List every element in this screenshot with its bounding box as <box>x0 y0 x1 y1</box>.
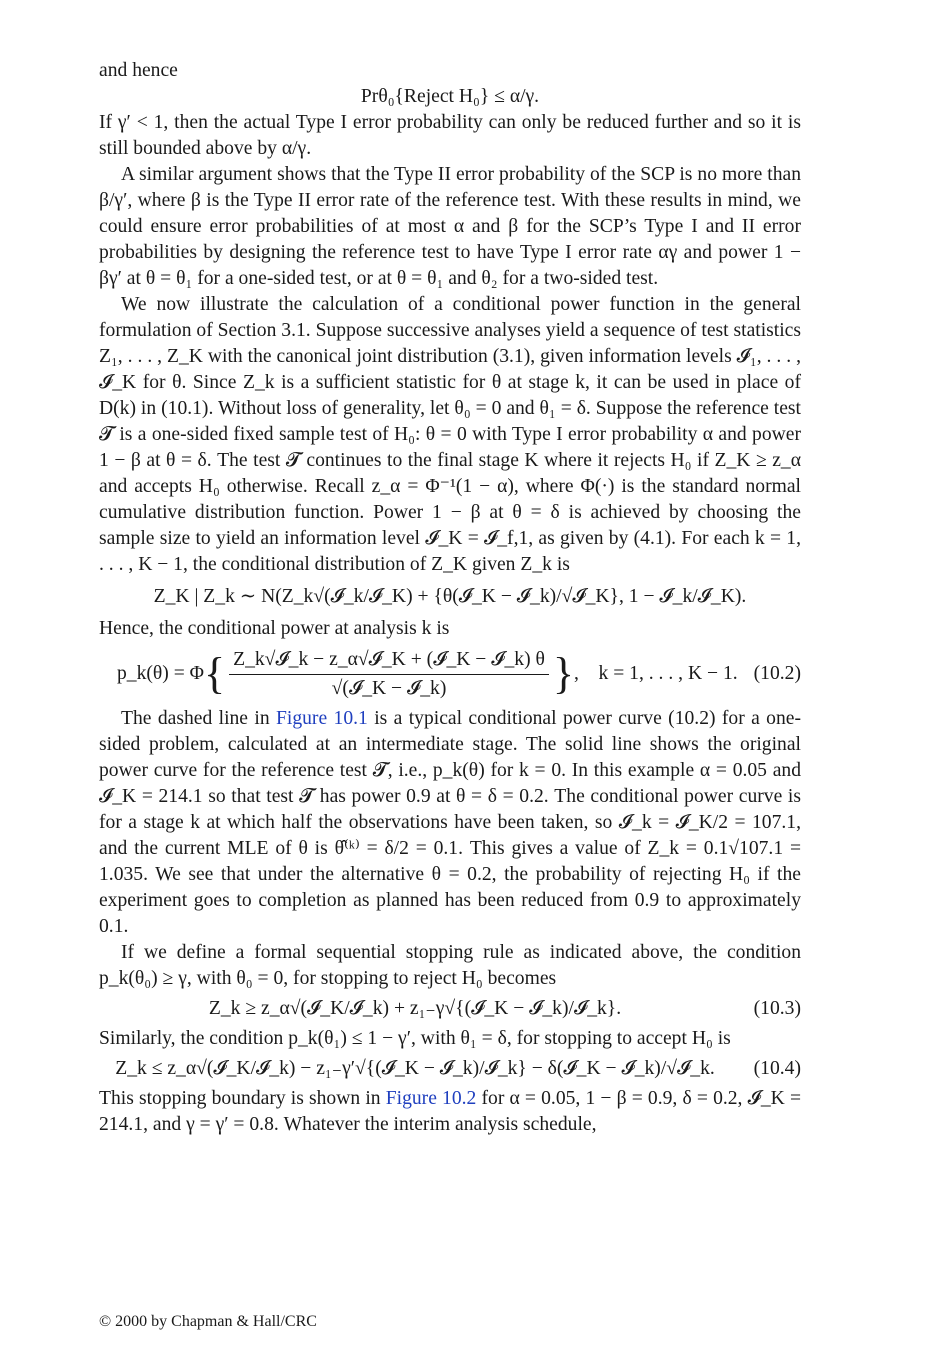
paragraph-accept-condition: Similarly, the condition p_k(θ₁) ≤ 1 − γ′, with θ₁ = δ, for stopping to accept H₀ is <box>99 1028 731 1049</box>
paragraph-figure-10-1-discussion <box>99 706 801 940</box>
equation-10-2-lhs: p_k(θ) = Φ <box>117 663 204 684</box>
paragraph-stopping-rule: If we define a formal sequential stopping rule as indicated above, the condition p_k(θ₀) ≥ γ, with θ₀ = 0, for stopping to reject H₀ becomes <box>99 942 801 989</box>
equation-conditional-distribution <box>99 584 801 610</box>
p6-rest: is a typical conditional power curve (10.2) for a one-sided problem, calculated at an intermediate stage. The solid line shows the original power curve for the reference test 𝓣, i.e., p_k(θ) for k = 0. In this example α = 0.05 and 𝓘_K = 214.1 so that test 𝓣 has power 0.9 at θ = δ = 0.2. The conditional power curve is for a stage k at which half the observations have been taken, so 𝓘_k = 𝓘_K/2 = 107.1, and the current MLE of θ is θ̂⁽ᵏ⁾ = δ/2 = 0.1. This gives a value of Z_k = 0.1√107.1 = 1.035. We see that under the alternative θ = 0.2, the probability of rejecting H₀ if the experiment goes to completion as planned has been reduced from 0.9 to approximately 0.1. <box>99 708 801 937</box>
equation-10-3-text: Z_k ≥ z_α√(𝓘_K/𝓘_k) + z₁₋γ√{(𝓘_K − 𝓘_k)/𝓘_k}. <box>208 998 622 1019</box>
equation-10-4 <box>99 1056 801 1082</box>
paragraph-and-hence: and hence <box>99 60 178 81</box>
equation-reject-h0-text: Prθ₀{Reject H₀} ≤ α/γ. <box>360 86 540 107</box>
paragraph-hence-conditional-power: Hence, the conditional power at analysis k is <box>99 618 450 639</box>
paragraph-figure-10-2-discussion <box>99 1086 801 1138</box>
equation-10-3-number: (10.3) <box>753 998 801 1019</box>
right-brace-glyph: } <box>552 649 575 698</box>
equation-10-4-number: (10.4) <box>753 1058 801 1079</box>
figure-10-1-link[interactable]: Figure 10.1 <box>276 708 368 729</box>
p6-lead: The dashed line in <box>121 708 276 729</box>
equation-10-2 <box>99 642 801 706</box>
equation-10-2-fraction <box>229 647 549 702</box>
copyright-footer: © 2000 by Chapman & Hall/CRC <box>99 1313 317 1330</box>
equation-10-2-range: , k = 1, . . . , K − 1. <box>574 663 738 684</box>
paragraph-type-ii-argument: A similar argument shows that the Type II error probability of the SCP is no more than β/γ′, where β is the Type II error rate of the reference test. With these results in mind, we could ensure error probabilities of at most α and β for the SCP’s Type I and II error probabilities by designing the reference test to have Type I error rate αγ and power 1 − βγ′ at θ = θ₁ for a one-sided test, or at θ = θ₁ and θ₂ for a two-sided test. <box>99 164 801 289</box>
page-content <box>99 58 801 1138</box>
p9-lead: This stopping boundary is shown in <box>99 1088 386 1109</box>
left-brace-glyph: { <box>204 649 226 698</box>
equation-10-2-denominator: √(𝓘_K − 𝓘_k) <box>331 677 447 699</box>
paragraph-conditional-power-setup: We now illustrate the calculation of a conditional power function in the general formulation of Section 3.1. Suppose successive analyses yield a sequence of test statistics Z₁, . . . , Z_K with the canonical joint distribution (3.1), given information levels 𝓘₁, . . . , 𝓘_K for θ. Since Z_k is a sufficient statistic for θ at stage k, it can be used in place of D(k) in (10.1). Without loss of generality, let θ₀ = 0 and θ₁ = δ. Suppose the reference test 𝓣 is a one-sided fixed sample test of H₀: θ = 0 with Type I error probability α and power 1 − β at θ = δ. The test 𝓣 continues to the final stage K where it rejects H₀ if Z_K ≥ z_α and accepts H₀ otherwise. Recall z_α = Φ⁻¹(1 − α), where Φ(·) is the standard normal cumulative distribution function. Power 1 − β at θ = δ is achieved by choosing the sample size to yield an information level 𝓘_K = 𝓘_f,1, as given by (4.1). For each k = 1, . . . , K − 1, the conditional distribution of Z_K given Z_k is <box>99 294 801 575</box>
equation-10-3 <box>99 996 801 1022</box>
p9-rest: for α = 0.05, 1 − β = 0.9, δ = 0.2, 𝓘_K = 214.1, and γ = γ′ = 0.8. Whatever the interim analysis schedule, <box>99 1088 802 1135</box>
equation-conditional-distribution-text: Z_K | Z_k ∼ N(Z_k√(𝓘_k/𝓘_K) + {θ(𝓘_K − 𝓘_k)/√𝓘_K}, 1 − 𝓘_k/𝓘_K). <box>153 586 747 607</box>
figure-10-2-link[interactable]: Figure 10.2 <box>385 1088 477 1109</box>
equation-10-2-numerator: Z_k√𝓘_k − z_α√𝓘_K + (𝓘_K − 𝓘_k) θ <box>229 647 549 675</box>
equation-reject-h0 <box>99 84 801 110</box>
paragraph-type-i-bound: If γ′ < 1, then the actual Type I error probability can only be reduced further and so it is still bounded above by α/γ. <box>99 112 801 159</box>
equation-10-4-text: Z_k ≤ z_α√(𝓘_K/𝓘_k) − z₁₋γ′√{(𝓘_K − 𝓘_k)/𝓘_k} − δ(𝓘_K − 𝓘_k)/√𝓘_k. <box>115 1058 715 1079</box>
equation-10-2-number: (10.2) <box>753 663 801 684</box>
